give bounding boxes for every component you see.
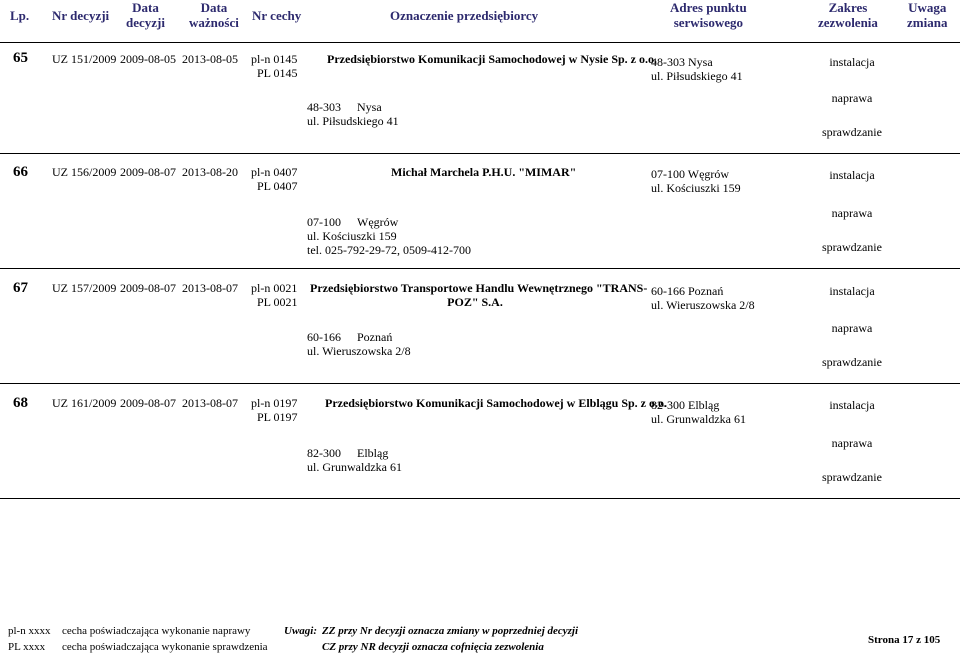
row-data-waznosci: 2013-08-07 xyxy=(182,281,238,295)
uwagi-label: Uwagi: xyxy=(284,625,317,637)
row-cecha: pl-n 0407 PL 0407 xyxy=(251,165,298,193)
row-company-name: Przedsiębiorstwo Komunikacji Samochodowej w Nysie Sp. z o.o. xyxy=(327,52,657,66)
page-number: Strona 17 z 105 xyxy=(868,634,941,646)
legend-code-naprawa: pl-n xxxx xyxy=(8,625,51,637)
row-scope-naprawa: naprawa xyxy=(831,321,873,335)
header-adres: Adres punktu serwisowego xyxy=(670,0,747,30)
header-nr-decyzji: Nr decyzji xyxy=(52,8,110,23)
row-scope-sprawdzanie: sprawdzanie xyxy=(822,125,882,139)
legend-code-sprawdzenie: PL xxxx xyxy=(8,641,46,653)
row-scope-instalacja: instalacja xyxy=(829,168,875,182)
row-company-name: Przedsiębiorstwo Komunikacji Samochodowej w Elblągu Sp. z o.o. xyxy=(325,396,668,410)
row-nr-decyzji: UZ 157/2009 xyxy=(52,281,117,295)
row-divider xyxy=(0,42,960,43)
row-nr-decyzji: UZ 151/2009 xyxy=(52,52,117,66)
uwagi-cz-note: CZ przy NR decyzji oznacza cofnięcia zezwolenia xyxy=(322,641,544,653)
row-data-decyzji: 2009-08-05 xyxy=(120,52,176,66)
row-scope-naprawa: naprawa xyxy=(831,91,873,105)
row-nr-decyzji: UZ 161/2009 xyxy=(52,396,117,410)
row-data-decyzji: 2009-08-07 xyxy=(120,165,176,179)
row-divider xyxy=(0,383,960,384)
row-scope-naprawa: naprawa xyxy=(831,436,873,450)
legend-text-sprawdzenie: cecha poświadczająca wykonanie sprawdzenia xyxy=(62,641,268,653)
row-company-name: Michał Marchela P.H.U. "MIMAR" xyxy=(391,165,577,179)
row-divider xyxy=(0,153,960,154)
row-company-address: 48-303 Nysa ul. Piłsudskiego 41 xyxy=(307,100,399,128)
header-nr-cechy: Nr cechy xyxy=(252,8,302,23)
row-divider xyxy=(0,498,960,499)
row-data-waznosci: 2013-08-05 xyxy=(182,52,238,66)
row-scope-sprawdzanie: sprawdzanie xyxy=(822,240,882,254)
row-service-address: 48-303 Nysa ul. Piłsudskiego 41 xyxy=(651,55,743,83)
row-data-waznosci: 2013-08-20 xyxy=(182,165,238,179)
row-company-address: 07-100 Węgrów ul. Kościuszki 159 tel. 025-792-29-72, 0509-412-700 xyxy=(307,215,471,257)
header-lp: Lp. xyxy=(10,8,30,23)
row-scope-instalacja: instalacja xyxy=(829,284,875,298)
header-data-waznosci: Data ważności xyxy=(189,0,239,30)
row-scope-instalacja: instalacja xyxy=(829,55,875,69)
row-scope-sprawdzanie: sprawdzanie xyxy=(822,470,882,484)
row-lp: 65 xyxy=(13,50,28,66)
header-uwaga: Uwaga zmiana xyxy=(907,0,948,30)
row-nr-decyzji: UZ 156/2009 xyxy=(52,165,117,179)
row-data-decyzji: 2009-08-07 xyxy=(120,281,176,295)
row-service-address: 07-100 Węgrów ul. Kościuszki 159 xyxy=(651,167,741,195)
row-lp: 67 xyxy=(13,280,28,296)
header-data-decyzji: Data decyzji xyxy=(126,0,165,30)
header-oznaczenie: Oznaczenie przedsiębiorcy xyxy=(390,8,539,23)
row-data-decyzji: 2009-08-07 xyxy=(120,396,176,410)
row-lp: 68 xyxy=(13,395,28,411)
row-scope-naprawa: naprawa xyxy=(831,206,873,220)
row-divider xyxy=(0,268,960,269)
header-zakres: Zakres zezwolenia xyxy=(818,0,878,30)
row-lp: 66 xyxy=(13,164,28,180)
row-company-name: Przedsiębiorstwo Transportowe Handlu Wewnętrznego "TRANS- POZ" S.A. xyxy=(310,281,648,309)
legend-text-naprawa: cecha poświadczająca wykonanie naprawy xyxy=(62,625,251,637)
row-data-waznosci: 2013-08-07 xyxy=(182,396,238,410)
row-cecha: pl-n 0021 PL 0021 xyxy=(251,281,298,309)
row-cecha: pl-n 0197 PL 0197 xyxy=(251,396,298,424)
row-service-address: 82-300 Elbląg ul. Grunwaldzka 61 xyxy=(651,398,746,426)
row-scope-sprawdzanie: sprawdzanie xyxy=(822,355,882,369)
row-company-address: 82-300 Elbląg ul. Grunwaldzka 61 xyxy=(307,446,402,474)
row-service-address: 60-166 Poznań ul. Wieruszowska 2/8 xyxy=(651,284,755,312)
row-company-address: 60-166 Poznań ul. Wieruszowska 2/8 xyxy=(307,330,411,358)
row-scope-instalacja: instalacja xyxy=(829,398,875,412)
uwagi-zz-note: ZZ przy Nr decyzji oznacza zmiany w poprzedniej decyzji xyxy=(322,625,579,637)
row-cecha: pl-n 0145 PL 0145 xyxy=(251,52,298,80)
